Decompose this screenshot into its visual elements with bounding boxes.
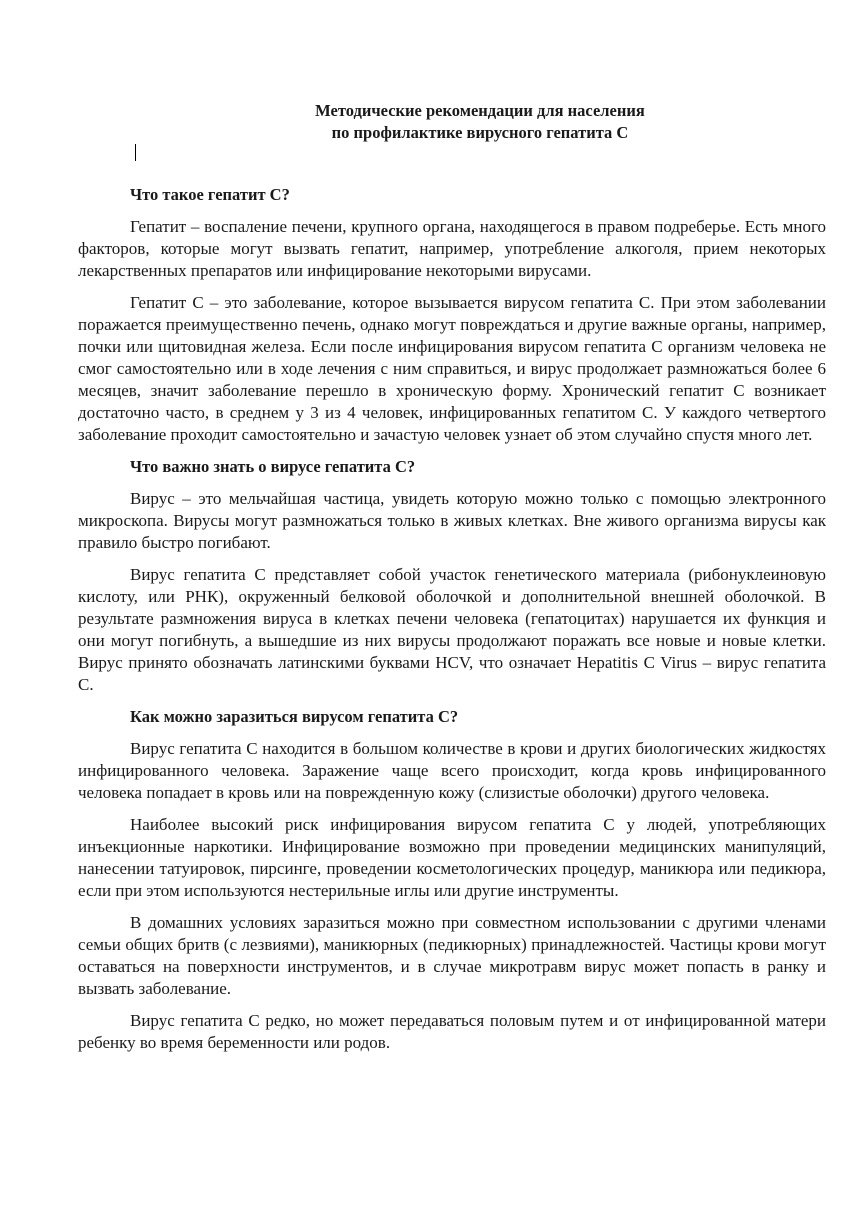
section-what-is-hepatitis-c bbox=[78, 184, 826, 446]
section-how-infection-happens bbox=[78, 706, 826, 1054]
title-line-1: Методические рекомендации для населения bbox=[315, 101, 645, 120]
section-heading: Как можно заразиться вирусом гепатита С? bbox=[130, 707, 459, 726]
paragraph: Вирус – это мельчайшая частица, увидеть которую можно только с помощью электронного микроскопа. Вирусы могут размножаться только в живых клетках. Вне живого организма вирусы как правило быстро погибают. bbox=[78, 489, 826, 552]
text-cursor bbox=[135, 144, 136, 161]
document-page bbox=[78, 100, 826, 1064]
paragraph: Вирус гепатита С находится в большом количестве в крови и других биологических жидкостях инфицированного человека. Заражение чаще всего происходит, когда кровь инфицированного человека попадает в кровь или на поврежденную кожу (слизистые оболочки) другого человека. bbox=[78, 739, 826, 802]
section-heading: Что такое гепатит С? bbox=[130, 185, 290, 204]
paragraph: Гепатит С – это заболевание, которое вызывается вирусом гепатита С. При этом заболевании поражается преимущественно печень, однако могут повреждаться и другие важные органы, например, почки или щитовидная железа. Если после инфицирования вирусом гепатита С организм человека не смог самостоятельно или в ходе лечения с ним справиться, и вирус продолжает размножаться более 6 месяцев, значит заболевание перешло в хроническую форму. Хронический гепатит С возникает достаточно часто, в среднем у 3 из 4 человек, инфицированных гепатитом С. У каждого четвертого заболевание проходит самостоятельно и зачастую человек узнает об этом случайно спустя много лет. bbox=[78, 293, 826, 444]
paragraph: Вирус гепатита С представляет собой участок генетического материала (рибонуклеиновую кислоту, или РНК), окруженный белковой оболочкой и дополнительной внешней оболочкой. В результате размножения вируса в клетках печени человека (гепатоцитах) нарушается их функция и они могут погибнуть, а вышедшие из них вирусы продолжают поражать все новые и новые клетки. Вирус принято обозначать латинскими буквами HCV, что означает Hepatitis C Virus – вирус гепатита С. bbox=[78, 565, 826, 694]
document-title bbox=[78, 100, 826, 161]
paragraph: Вирус гепатита С редко, но может передаваться половым путем и от инфицированной матери ребенку во время беременности или родов. bbox=[78, 1011, 826, 1052]
section-heading: Что важно знать о вирусе гепатита С? bbox=[130, 457, 416, 476]
paragraph: Гепатит – воспаление печени, крупного органа, находящегося в правом подреберье. Есть много факторов, которые могут вызвать гепатит, например, употребление алкоголя, прием некоторых лекарственных препаратов или инфицирование некоторыми вирусами. bbox=[78, 217, 826, 280]
paragraph: Наиболее высокий риск инфицирования вирусом гепатита С у людей, употребляющих инъекционные наркотики. Инфицирование возможно при проведении медицинских манипуляций, нанесении татуировок, пирсинге, проведении косметологических процедур, маникюра или педикюра, если при этом используются нестерильные иглы или другие инструменты. bbox=[78, 815, 826, 900]
title-line-2 bbox=[134, 122, 826, 161]
paragraph: В домашних условиях заразиться можно при совместном использовании с другими членами семьи общих бритв (с лезвиями), маникюрных (педикюрных) принадлежностей. Частицы крови могут оставаться на поверхности инструментов, и в случае микротравм вирус может попасть в ранку и вызвать заболевание. bbox=[78, 913, 826, 998]
section-about-virus bbox=[78, 456, 826, 696]
title-line-2-text: по профилактике вирусного гепатита С bbox=[331, 123, 629, 142]
